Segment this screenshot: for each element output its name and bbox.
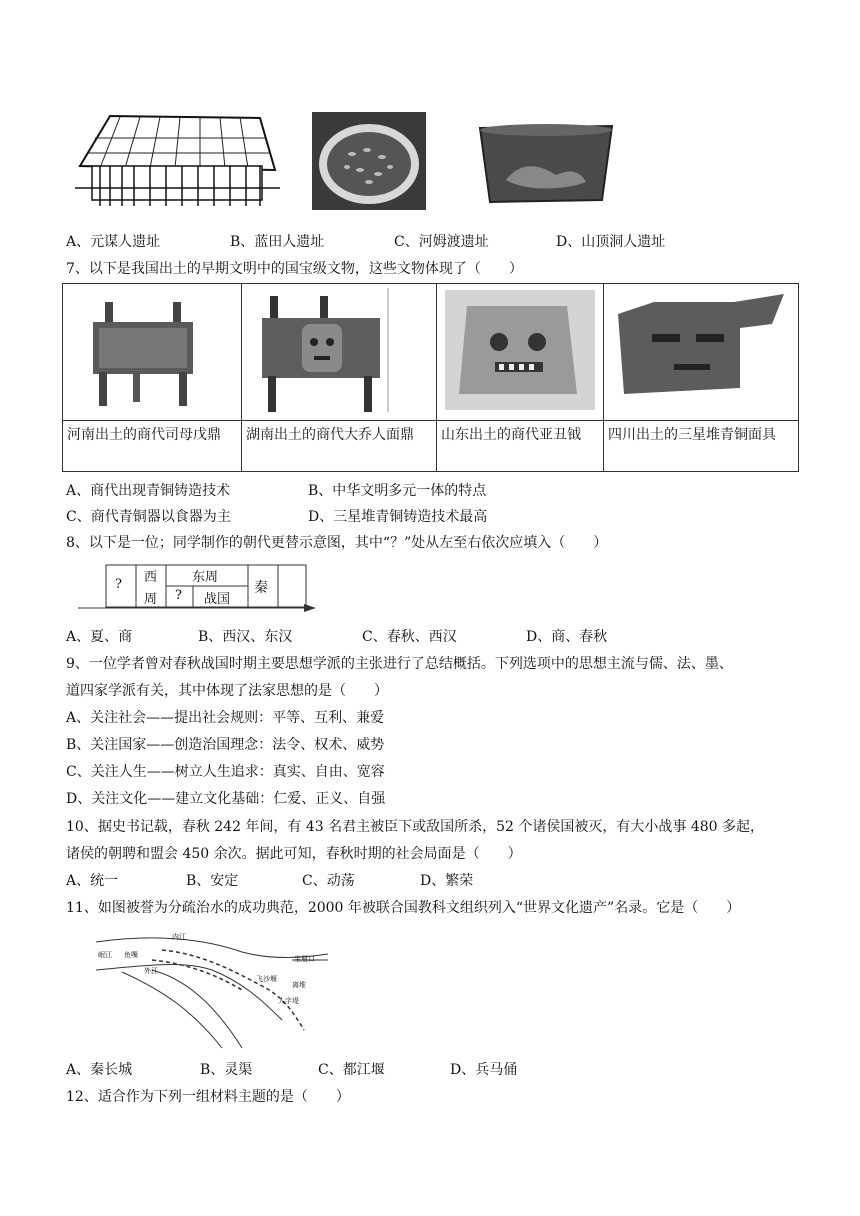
q11-option-c[interactable]: C、都江堰 [318,1062,385,1078]
q11-stem: 11、如图被誉为分疏治水的成功典范，2000 年被联合国教科文组织列入“世界文化遗产”名录。它是（ ） [66,900,741,916]
q8-option-c[interactable]: C、春秋、西汉 [362,629,457,645]
q8-option-b[interactable]: B、西汉、东汉 [198,629,293,645]
timeline-xi: 西 [144,570,158,585]
q7-option-c[interactable]: C、商代青铜器以食器为主 [66,509,231,525]
map-label-yuzui: 鱼嘴 [124,951,138,959]
map-label-minjiang: 岷江 [98,951,112,959]
q7-artifact-table [62,283,799,472]
house-sketch-image [70,108,282,212]
caption-yachou-yue: 山东出土的商代亚丑钺 [437,421,604,472]
map-label-renzihe: 人字堤 [278,997,299,1005]
simuwu-ding-image [63,284,241,416]
q6-option-a[interactable]: A、元谋人遗址 [66,234,161,250]
artifact-simuwu-ding-cell [63,284,242,421]
q10-stem-line2: 诸侯的朝聘和盟会 450 余次。据此可知，春秋时期的社会局面是（ ） [66,846,522,862]
artifact-sanxingdui-mask-cell [604,284,799,421]
dujiangyan-map [92,930,332,1052]
q11-option-b[interactable]: B、灵渠 [200,1062,253,1078]
q9-option-a[interactable]: A、关注社会——提出社会规则：平等、互利、兼爱 [66,710,385,726]
q10-option-c[interactable]: C、动荡 [302,873,355,889]
q6-option-d[interactable]: D、山顶洞人遗址 [556,234,666,250]
q7-option-b[interactable]: B、中华文明多元一体的特点 [308,483,487,499]
q9-stem-line1: 9、一位学者曾对春秋战国时期主要思想学派的主张进行了总结概括。下列选项中的思想主流与儒、法、墨、 [66,656,733,672]
map-label-lidui: 离堆 [292,981,306,989]
q7-stem: 7、以下是我国出土的早期文明中的国宝级文物，这些文物体现了（ ） [66,261,523,277]
daqiao-ding-image [242,284,436,416]
timeline-q1: ? [115,577,122,592]
sanxingdui-mask-image [604,284,798,416]
map-label-neijiang: 内江 [172,933,186,941]
q11-option-d[interactable]: D、兵马俑 [450,1062,518,1078]
q12-stem: 12、适合作为下列一组材料主题的是（ ） [66,1089,350,1105]
timeline-qin: 秦 [254,580,268,596]
q7-option-a[interactable]: A、商代出现青铜铸造技术 [66,483,231,499]
timeline-zhanguo: 战国 [204,592,231,607]
q9-option-b[interactable]: B、关注国家——创造治国理念：法令、权术、威势 [66,737,385,753]
q8-stem: 8、以下是一位；同学制作的朝代更替示意图，其中“？”处从左至右依次应填入（ ） [66,535,608,551]
q10-stem-line1: 10、据史书记载，春秋 242 年间，有 43 名君主被臣下或敌国所杀，52 个诸侯国被灭，有大小战事 480 多起， [66,819,765,835]
timeline-zhou: 周 [144,592,158,607]
rice-grain-image [312,112,426,210]
q6-option-c[interactable]: C、河姆渡遗址 [394,234,489,250]
q10-option-b[interactable]: B、安定 [186,873,239,889]
q8-option-d[interactable]: D、商、春秋 [526,629,608,645]
q11-option-a[interactable]: A、秦长城 [66,1062,133,1078]
q9-option-d[interactable]: D、关注文化——建立文化基础：仁爱、正义、自强 [66,791,386,807]
caption-sanxingdui-mask: 四川出土的三星堆青铜面具 [604,421,799,472]
pottery-bowl-image [476,120,616,206]
q9-option-c[interactable]: C、关注人生——树立人生追求：真实、自由、宽容 [66,764,385,780]
timeline-dongzhou: 东周 [192,570,219,585]
artifact-daqiao-ding-cell [242,284,437,421]
caption-daqiao-ding: 湖南出土的商代大乔人面鼎 [242,421,437,472]
artifact-yachou-yue-cell [437,284,604,421]
q6-option-b[interactable]: B、蓝田人遗址 [230,234,325,250]
q10-option-d[interactable]: D、繁荣 [420,873,474,889]
q8-option-a[interactable]: A、夏、商 [66,629,133,645]
map-label-waijiang: 外江 [144,967,158,975]
q7-option-d[interactable]: D、三星堆青铜铸造技术最高 [308,509,488,525]
dynasty-timeline-diagram [78,562,318,622]
q9-stem-line2: 道四家学派有关，其中体现了法家思想的是（ ） [66,683,388,699]
map-label-baopingkou: 宝瓶口 [294,955,315,963]
map-label-feishayan: 飞沙堰 [256,975,277,983]
yachou-yue-image [437,284,603,416]
q10-option-a[interactable]: A、统一 [66,873,119,889]
timeline-q2: ? [175,588,182,603]
caption-simuwu-ding: 河南出土的商代司母戊鼎 [63,421,242,472]
